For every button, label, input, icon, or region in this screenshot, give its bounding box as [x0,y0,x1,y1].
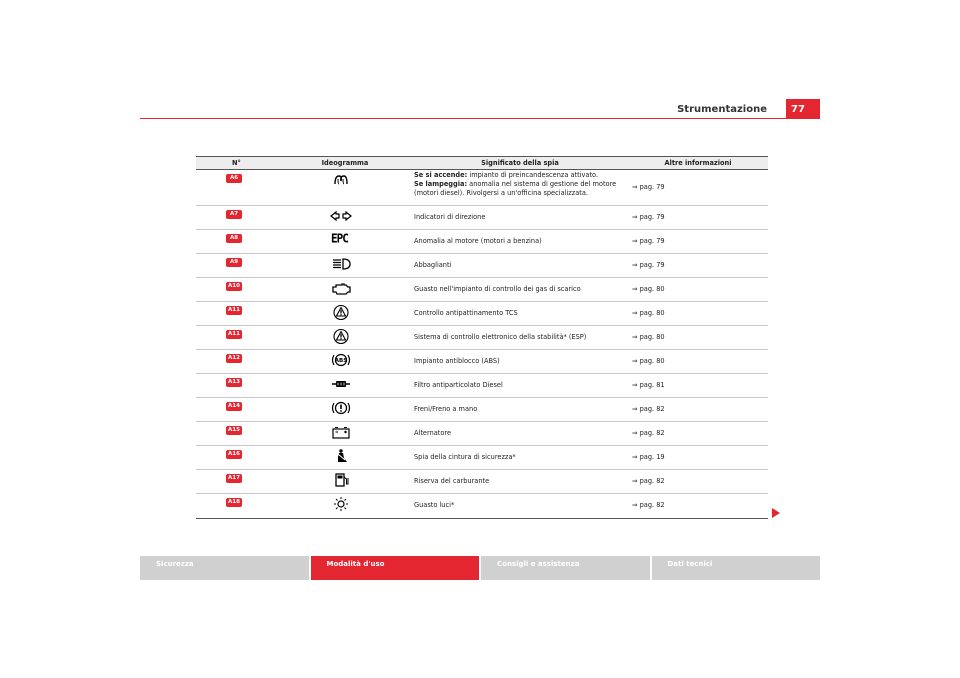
number-cell [196,326,278,349]
page-reference-link[interactable]: ⇒ pag. 79 [632,213,665,221]
table-row [196,206,768,230]
meaning-cell: Alternatore [414,429,452,437]
table-row [196,230,768,254]
number-cell [196,350,278,373]
meaning-line [414,180,628,189]
meaning-label: Se si accende: [414,171,468,179]
reference-badge: A8 [226,234,242,243]
abs-icon [330,352,352,368]
meaning-cell: Guasto nell'impianto di controllo dei gas di scarico [414,285,581,293]
icon-cell [278,350,412,373]
column-header-meaning: Significato della spia [481,159,559,167]
number-cell [196,446,278,469]
next-page-arrow-icon[interactable] [772,508,780,518]
page-reference-link[interactable]: ⇒ pag. 79 [632,237,665,245]
number-cell [196,398,278,421]
icon-cell [278,302,412,325]
meaning-cell: Sistema di controllo elettronico della stabilità* (ESP) [414,333,587,341]
column-header-number: N° [232,159,241,167]
page-number: 77 [786,99,820,119]
epc-icon: EPC [331,231,348,246]
number-cell [196,278,278,301]
meaning-cell: Spia della cintura di sicurezza* [414,453,516,461]
page-reference-link[interactable]: ⇒ pag. 80 [632,285,665,293]
number-cell [196,374,278,397]
warning-lights-table [196,156,768,519]
number-cell [196,494,278,518]
meaning-label: Se lampeggia: [414,179,468,188]
footer-tab-consigli[interactable]: Consigli e assistenza [479,556,650,580]
icon-cell [278,230,412,253]
table-row [196,446,768,470]
table-row [196,470,768,494]
page-reference-link[interactable]: ⇒ pag. 82 [632,429,665,437]
meaning-cell: Guasto luci* [414,501,455,509]
table-row [196,326,768,350]
page-reference-link[interactable]: ⇒ pag. 82 [632,405,665,413]
brake-icon [330,400,352,416]
warning-triangle-icon [330,328,352,344]
table-row [196,170,768,206]
number-cell [196,230,278,253]
icon-cell [278,170,412,205]
meaning-cell: Riserva del carburante [414,477,490,485]
reference-badge: A13 [226,378,242,387]
meaning-cell: Anomalia al motore (motori a benzina) [414,237,542,245]
reference-badge: A10 [226,282,242,291]
column-header-icon: Ideogramma [321,159,369,167]
footer-tab-modalita-uso[interactable]: Modalità d'uso [309,556,480,580]
turn-signals-icon [330,208,352,224]
page-reference-link[interactable]: ⇒ pag. 82 [632,477,665,485]
battery-icon [330,424,352,440]
page-reference-link[interactable]: ⇒ pag. 80 [632,309,665,317]
number-cell [196,170,278,205]
table-header [196,156,768,170]
page-reference-link[interactable]: ⇒ pag. 82 [632,501,665,509]
icon-cell [278,206,412,229]
reference-badge: A11 [226,306,242,315]
svg-text:ABS: ABS [334,358,348,364]
glow-plug-icon [330,172,352,188]
number-cell [196,470,278,493]
meaning-cell: Indicatori di direzione [414,213,486,221]
table-body [196,170,768,518]
table-row [196,350,768,374]
particulate-filter-icon [330,376,352,392]
icon-cell [278,326,412,349]
meaning-cell: Impianto antiblocco (ABS) [414,357,500,365]
bulb-icon [330,496,352,512]
reference-badge: A14 [226,402,242,411]
engine-icon [330,280,352,296]
table-row [196,398,768,422]
number-cell [196,206,278,229]
page-reference-link[interactable]: ⇒ pag. 80 [632,357,665,365]
footer-tab-sicurezza[interactable]: Sicurezza [140,556,309,580]
reference-badge: A16 [226,450,242,459]
reference-badge: A12 [226,354,242,363]
meaning-cell: Controllo antipattinamento TCS [414,309,518,317]
page-reference-link[interactable]: ⇒ pag. 81 [632,381,665,389]
section-title: Strumentazione [677,104,767,115]
icon-cell [278,374,412,397]
meaning-cell: Abbaglianti [414,261,452,269]
high-beam-icon [330,256,352,272]
reference-badge: A7 [226,210,242,219]
meaning-cell: Freni/Freno a mano [414,405,478,413]
table-row [196,374,768,398]
page-reference-link[interactable]: ⇒ pag. 79 [632,183,665,191]
number-cell [196,254,278,277]
icon-cell [278,494,412,518]
footer-tab-dati-tecnici[interactable]: Dati tecnici [650,556,821,580]
icon-cell [278,398,412,421]
meaning-cell [412,170,628,205]
seatbelt-icon [330,448,352,464]
meaning-line [414,189,628,198]
footer-nav [140,556,820,580]
reference-badge: A17 [226,474,242,483]
header-rule [140,118,820,119]
meaning-text: anomalia nel sistema di gestione del motore [467,179,617,188]
meaning-cell: Filtro antiparticolato Diesel [414,381,503,389]
page-reference-link[interactable]: ⇒ pag. 79 [632,261,665,269]
reference-badge: A11 [226,330,242,339]
meaning-text: (motori diesel). Rivolgersi a un'officina specializzata. [414,188,588,197]
page-reference-link[interactable]: ⇒ pag. 80 [632,333,665,341]
table-row [196,494,768,518]
reference-badge: A6 [226,174,242,183]
table-row [196,254,768,278]
icon-cell [278,470,412,493]
icon-cell [278,422,412,445]
reference-badge: A15 [226,426,242,435]
table-row [196,422,768,446]
number-cell [196,302,278,325]
warning-triangle-icon [330,304,352,320]
table-row [196,302,768,326]
icon-cell [278,278,412,301]
reference-badge: A18 [226,498,242,507]
page-reference-link[interactable]: ⇒ pag. 19 [632,453,665,461]
table-row [196,278,768,302]
column-header-info: Altre informazioni [664,159,732,167]
fuel-pump-icon [330,472,352,488]
icon-cell [278,446,412,469]
meaning-line [414,171,628,180]
meaning-text: impianto di preincandescenza attivato. [467,171,599,179]
reference-badge: A9 [226,258,242,267]
page-header [140,99,820,119]
number-cell [196,422,278,445]
icon-cell [278,254,412,277]
